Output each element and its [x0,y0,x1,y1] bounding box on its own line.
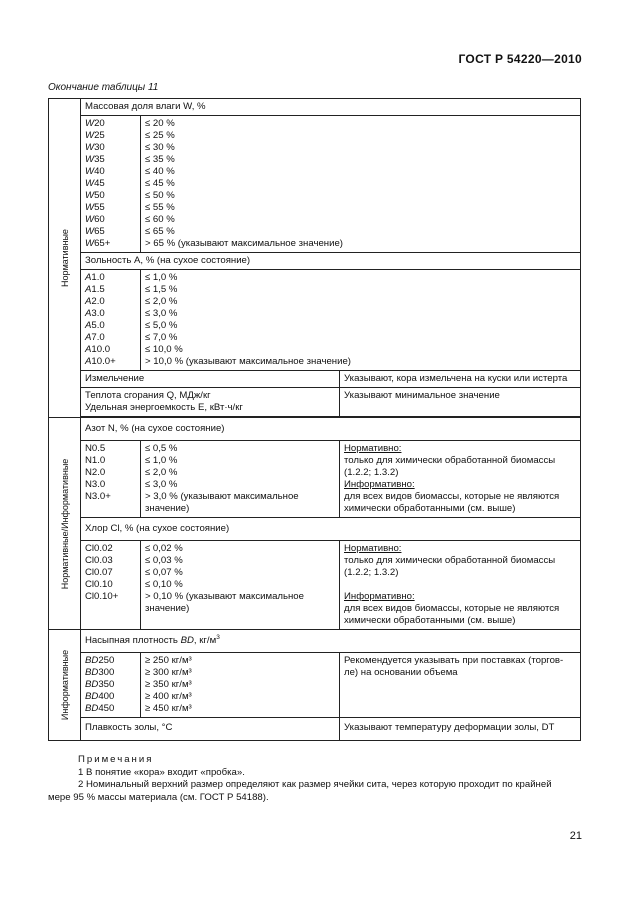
nitrogen-values-line: ≤ 0,5 % [145,443,178,454]
nitrogen-codes [81,441,141,518]
moisture-codes-line: W55 [85,202,105,213]
moisture-values-line: ≤ 20 % [145,118,175,129]
nitrogen-values [141,441,340,518]
section-normative-informative: Нормативные/Информативные [49,418,81,630]
nitrogen-notes-line: химически обработанными (см. выше) [344,503,516,514]
moisture-codes-line: W45 [85,178,105,189]
note-2a: 2 Номинальный верхний размер определяют как размер ячейки сита, через которую проходит по крайней [78,779,552,790]
density-values [141,653,340,718]
density-note [340,653,581,718]
crush-label: Измельчение [81,371,340,388]
moisture-codes-line: W20 [85,118,105,129]
table-notes [48,754,584,804]
density-values-line: ≥ 400 кг/м³ [145,691,192,702]
chlorine-codes-line: Cl0.03 [85,555,113,566]
ash-values [141,270,581,371]
moisture-codes-line: W25 [85,130,105,141]
ash-values-line: ≤ 1,0 % [145,272,178,283]
nitrogen-notes-line: для всех видов биомассы, которые не являются [344,491,560,502]
nitrogen-values-line: ≤ 1,0 % [145,455,178,466]
ash-codes-line: A7.0 [85,332,105,343]
ash-values-line: ≤ 3,0 % [145,308,178,319]
notes-title: Примечания [78,754,154,765]
density-codes-line: BD250 [85,655,115,666]
chlorine-values-line: ≤ 0,10 % [145,579,183,590]
density-codes-line: BD400 [85,691,115,702]
moisture-values-line: ≤ 35 % [145,154,175,165]
density-note-2: ле) на основании объема [344,667,458,678]
nitrogen-values-line: ≤ 3,0 % [145,479,178,490]
chlorine-notes-line: (1.2.2; 1.3.2) [344,567,399,578]
chlorine-values-line: ≤ 0,07 % [145,567,183,578]
moisture-values-line: ≤ 65 % [145,226,175,237]
chlorine-values-line: значение) [145,603,190,614]
heat-label [81,388,340,417]
chlorine-codes-line: Cl0.02 [85,543,113,554]
nitrogen-notes-line: (1.2.2; 1.3.2) [344,467,399,478]
ash-codes-line: A10.0+ [85,356,116,367]
moisture-values-line: ≤ 25 % [145,130,175,141]
page-number: 21 [569,830,582,842]
note-2b: мере 95 % массы материала (см. ГОСТ Р 54188). [48,791,269,803]
ash-title: Зольность A, % (на сухое состояние) [81,253,581,270]
moisture-values-line: ≤ 30 % [145,142,175,153]
moisture-values [141,116,581,253]
section-normative: Нормативные [49,99,81,418]
nitrogen-values-line: > 3,0 % (указывают максимальное [145,491,299,502]
density-codes-line: BD300 [85,667,115,678]
fusibility-label: Плавкость золы, °С [81,718,340,741]
density-codes [81,653,141,718]
document-header: ГОСТ Р 54220—2010 [458,52,582,66]
nitrogen-title: Азот N, % (на сухое состояние) [81,418,581,441]
nitrogen-codes-line: N1.0 [85,455,106,466]
note-1: 1 В понятие «кора» входит «пробка». [78,766,245,778]
moisture-values-line: > 65 % (указывают максимальное значение) [145,238,343,249]
chlorine-notes [340,541,581,630]
moisture-values-line: ≤ 50 % [145,190,175,201]
moisture-codes-line: W50 [85,190,105,201]
chlorine-values-line: > 0,10 % (указывают максимальное [145,591,304,602]
density-codes-line: BD450 [85,703,115,714]
chlorine-codes-line: Cl0.10 [85,579,113,590]
moisture-codes-line: W60 [85,214,105,225]
density-values-line: ≥ 450 кг/м³ [145,703,192,714]
ash-codes-line: A1.5 [85,284,105,295]
moisture-values-line: ≤ 40 % [145,166,175,177]
density-values-line: ≥ 300 кг/м³ [145,667,192,678]
density-values-line: ≥ 250 кг/м³ [145,655,192,666]
chlorine-title: Хлор Cl, % (на сухое состояние) [81,518,581,541]
heat-label-1: Теплота сгорания Q, МДж/кг [85,390,211,401]
chlorine-notes-line: для всех видов биомассы, которые не являются [344,603,560,614]
ash-codes-line: A1.0 [85,272,105,283]
section-informative: Информативные [49,630,81,741]
ash-values-line: ≤ 5,0 % [145,320,178,331]
classification-table [48,98,581,741]
chlorine-notes-line [344,579,576,591]
nitrogen-values-line: ≤ 2,0 % [145,467,178,478]
moisture-values-line: ≤ 45 % [145,178,175,189]
moisture-codes-line: W40 [85,166,105,177]
ash-values-line: ≤ 2,0 % [145,296,178,307]
moisture-codes-line: W35 [85,154,105,165]
nitrogen-codes-line: N3.0 [85,479,106,490]
nitrogen-notes-line: Нормативно: [344,443,402,454]
chlorine-notes-line: Информативно: [344,591,415,602]
chlorine-values-line: ≤ 0,02 % [145,543,183,554]
ash-values-line: ≤ 7,0 % [145,332,178,343]
nitrogen-notes [340,441,581,518]
moisture-codes [81,116,141,253]
chlorine-notes-line: только для химически обработанной биомассы [344,555,556,566]
heat-label-2: Удельная энергоемкость E, кВт·ч/кг [85,402,243,413]
moisture-values-line: ≤ 55 % [145,202,175,213]
moisture-codes-line: W65 [85,226,105,237]
chlorine-values [141,541,340,630]
crush-value: Указывают, кора измельчена на куски или истерта [340,371,581,388]
ash-codes [81,270,141,371]
nitrogen-codes-line: N2.0 [85,467,106,478]
ash-codes-line: A10.0 [85,344,111,355]
ash-codes-line: A2.0 [85,296,105,307]
moisture-codes-line: W65+ [85,238,111,249]
nitrogen-codes-line: N0.5 [85,443,106,454]
ash-codes-line: A3.0 [85,308,105,319]
ash-codes-line: A5.0 [85,320,105,331]
ash-values-line: ≤ 1,5 % [145,284,178,295]
chlorine-codes-line: Cl0.10+ [85,591,119,602]
fusibility-value: Указывают температуру деформации золы, DT [340,718,581,741]
chlorine-codes-line: Cl0.07 [85,567,113,578]
nitrogen-notes-line: Информативно: [344,479,415,490]
moisture-values-line: ≤ 60 % [145,214,175,225]
density-values-line: ≥ 350 кг/м³ [145,679,192,690]
moisture-title: Массовая доля влаги W, % [81,99,581,116]
density-codes-line: BD350 [85,679,115,690]
moisture-codes-line: W30 [85,142,105,153]
density-title: Насыпная плотность BD, $кг/м^3$ [81,630,581,653]
chlorine-codes [81,541,141,630]
table-caption: Окончание таблицы 11 [48,82,159,93]
chlorine-values-line: ≤ 0,03 % [145,555,183,566]
chlorine-notes-line: Нормативно: [344,543,402,554]
heat-value: Указывают минимальное значение [340,388,581,417]
ash-values-line: ≤ 10,0 % [145,344,183,355]
nitrogen-values-line: значение) [145,503,190,514]
nitrogen-codes-line: N3.0+ [85,491,111,502]
chlorine-notes-line: химически обработанными (см. выше) [344,615,516,626]
ash-values-line: > 10,0 % (указывают максимальное значение) [145,356,351,367]
nitrogen-notes-line: только для химически обработанной биомассы [344,455,556,466]
density-note-1: Рекомендуется указывать при поставках (торгов- [344,655,564,666]
